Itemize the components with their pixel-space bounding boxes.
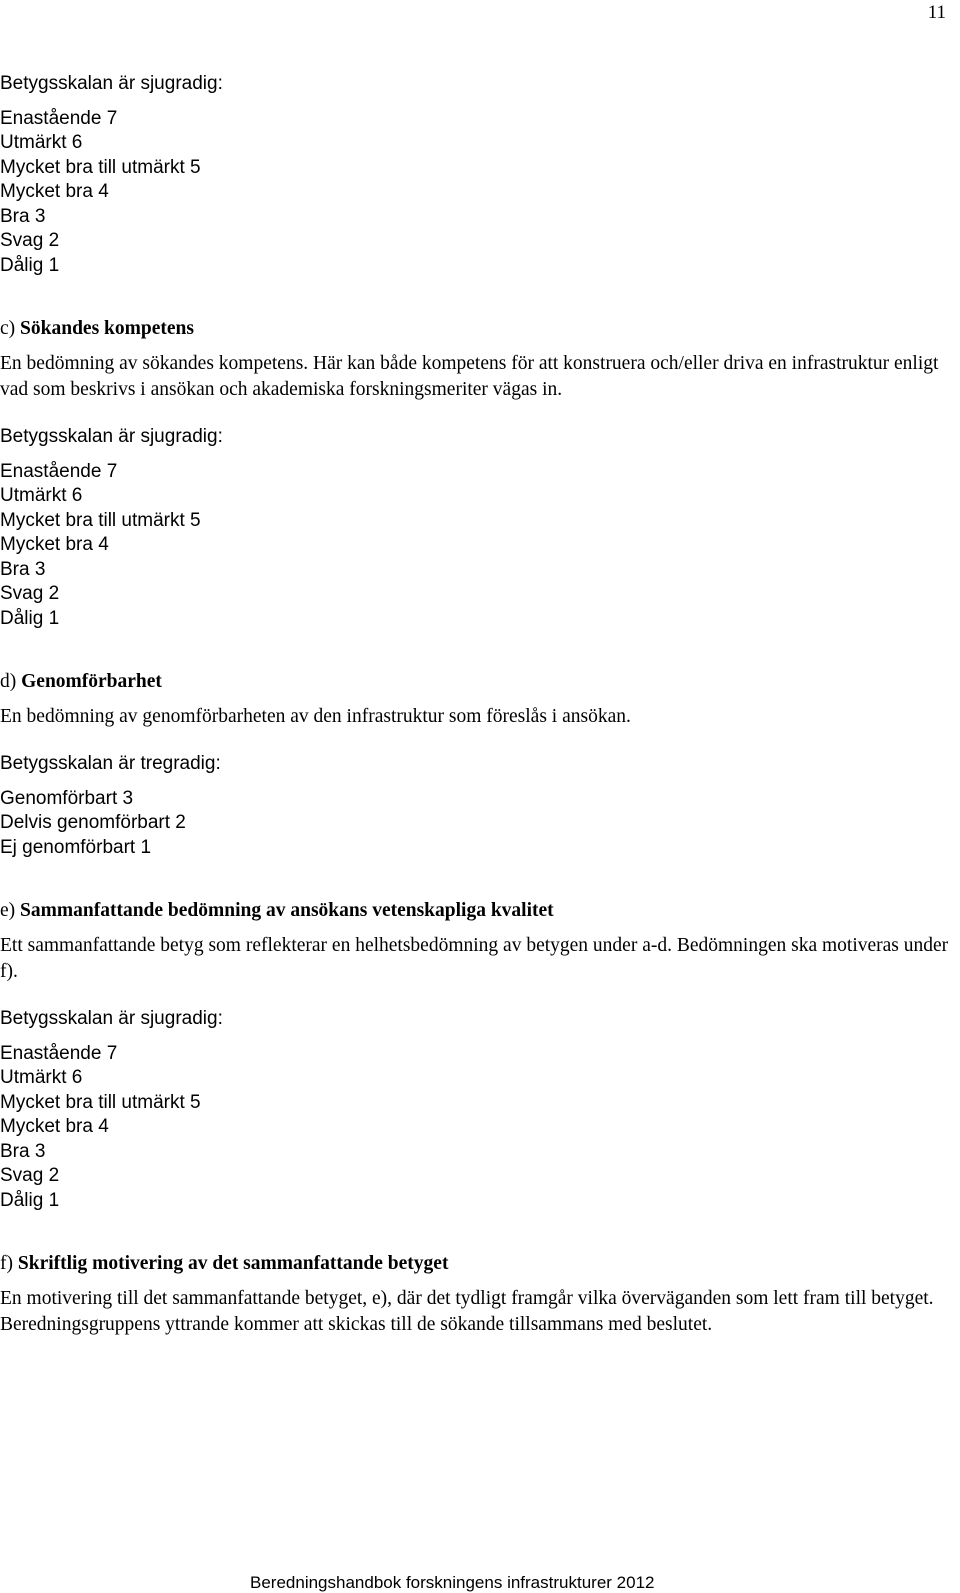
section-title: Skriftlig motivering av det sammanfattande betyget (17, 1253, 449, 1274)
scale-item: Bra 3 (0, 558, 46, 580)
scale-list (0, 1042, 950, 1214)
section-label: c) (0, 318, 16, 339)
scale-item: Utmärkt 6 (0, 1067, 83, 1088)
scale-item: Svag 2 (0, 230, 60, 251)
scale-item: Ej genomförbart 1 (0, 836, 152, 858)
document-body (0, 72, 950, 1338)
scale-item: Dålig 1 (0, 607, 60, 629)
scale-item: Enastående 7 (0, 107, 118, 129)
scale-item: Mycket bra till utmärkt 5 (0, 156, 201, 178)
section-d (0, 669, 950, 860)
scale-item: Delvis genomförbart 2 (0, 812, 186, 833)
scale-item: Bra 3 (0, 205, 46, 227)
section-label: e) (0, 900, 16, 921)
scale-item: Mycket bra 4 (0, 181, 109, 202)
scale-heading: Betygsskalan är sjugradig: (0, 1008, 223, 1029)
scale-item: Bra 3 (0, 1140, 46, 1162)
section-description: Ett sammanfattande betyg som reflekterar en helhetsbedömning av betygen under a-d. Bedömningen ska motiveras under f). (0, 935, 949, 982)
section-description: En bedömning av genomförbarheten av den infrastruktur som föreslås i ansökan. (0, 706, 631, 727)
scale-item: Mycket bra till utmärkt 5 (0, 509, 201, 531)
section-heading (0, 898, 950, 924)
scale-item: Enastående 7 (0, 460, 118, 482)
section-heading (0, 669, 950, 695)
scale-heading: Betygsskalan är sjugradig: (0, 426, 223, 447)
section-heading (0, 1251, 950, 1277)
scale-item: Mycket bra till utmärkt 5 (0, 1091, 201, 1113)
scale-heading: Betygsskalan är tregradig: (0, 753, 221, 774)
section-title: Genomförbarhet (21, 671, 162, 692)
section-c (0, 316, 950, 631)
scale-item: Utmärkt 6 (0, 485, 83, 506)
section-e (0, 898, 950, 1213)
section-description: En motivering till det sammanfattande betyget, e), där det tydligt framgår vilka överväganden som lett fram till betyget. Beredningsgruppens yttrande kommer att skickas till de sökande tillsammans med beslutet. (0, 1288, 934, 1335)
section-title: Sökandes kompetens (20, 318, 194, 339)
scale-item: Dålig 1 (0, 1189, 60, 1211)
scale-list (0, 107, 950, 279)
scale-item: Utmärkt 6 (0, 132, 83, 153)
scale-item: Genomförbart 3 (0, 787, 134, 809)
scale-item: Mycket bra 4 (0, 1116, 109, 1137)
section-heading (0, 316, 950, 342)
section-f (0, 1251, 950, 1338)
scale-list (0, 787, 950, 861)
grading-scale (0, 72, 950, 278)
scale-item: Dålig 1 (0, 254, 60, 276)
scale-heading: Betygsskalan är sjugradig: (0, 73, 223, 94)
scale-list (0, 460, 950, 632)
scale-item: Mycket bra 4 (0, 534, 109, 555)
scale-item: Enastående 7 (0, 1042, 118, 1064)
page-footer: Beredningshandbok forskningens infrastrukturer 2012 (250, 1573, 655, 1592)
section-label: d) (0, 671, 17, 692)
section-label: f) (0, 1253, 13, 1274)
scale-item: Svag 2 (0, 1165, 60, 1186)
scale-item: Svag 2 (0, 583, 60, 604)
section-title: Sammanfattande bedömning av ansökans vetenskapliga kvalitet (20, 900, 554, 921)
section-description: En bedömning av sökandes kompetens. Här kan både kompetens för att konstruera och/eller driva en infrastruktur enligt vad som beskrivs i ansökan och akademiska forskningsmeriter vägas in. (0, 353, 939, 400)
page-number: 11 (927, 2, 946, 23)
